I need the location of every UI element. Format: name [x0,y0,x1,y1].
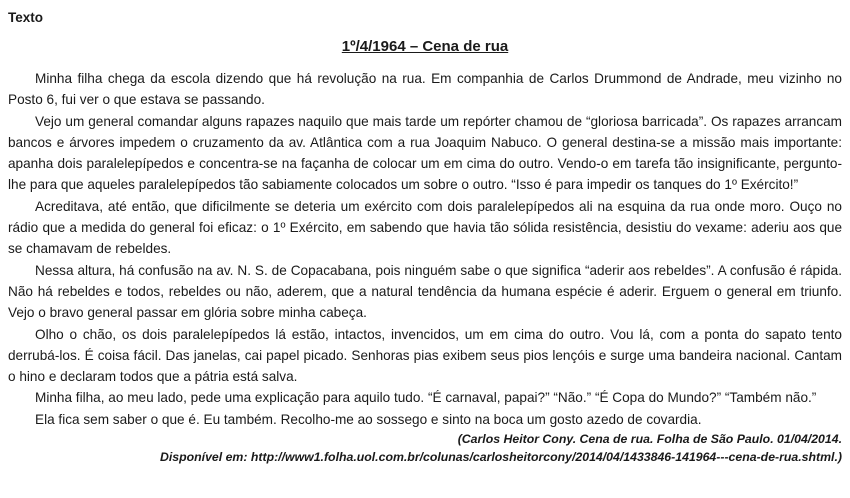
paragraph-3: Acreditava, até então, que dificilmente se deteria um exército com dois paralelepípedos ali na esquina da rua onde moro. Ouço no rádio que a medida do general foi eficaz: o 1º Exército, em sabendo que havia tão sólida resistência, desistiu do vexame: aderiu aos que se chamavam de rebeldes. [8,198,842,257]
paragraph-5: Olho o chão, os dois paralelepípedos lá estão, intactos, invencidos, um em cima do outro. Vou lá, com a ponta do sapato tento derrubá-los. É coisa fácil. Das janelas, cai papel picado. Senhoras pias exibem seus pios lençóis e surge uma bandeira nacional. Cantam o hino e declaram todos que a pátria está salva. [8,326,842,385]
paragraph-2: Vejo um general comandar alguns rapazes naquilo que mais tarde um repórter chamou de “gloriosa barricada”. Os rapazes arrancam bancos e árvores impedem o cruzamento da av. Atlântica com a rua Joaquim Nabuco. O general destina-se a missão mais importante: apanha dois paralelepípedos e concentra-se na façanha de colocar um em cima do outro. Vendo-o em tarefa tão insignificante, pergunto-lhe para que aqueles paralelepípedos tão sabiamente colocados um sobre o outro. “Isso é para impedir os tanques do 1º Exército!” [8,113,842,193]
section-label: Texto [8,10,44,25]
citation [8,431,842,466]
paragraph-6: Minha filha, ao meu lado, pede uma explicação para aquilo tudo. “É carnaval, papai?” “Não.” “É Copa do Mundo?” “Também não.” [35,390,817,406]
citation-source: (Carlos Heitor Cony. Cena de rua. Folha de São Paulo. 01/04/2014. [457,432,842,447]
document-title-text: 1º/4/1964 – Cena de rua [341,38,509,55]
document-title [8,38,842,56]
paragraph-1: Minha filha chega da escola dizendo que há revolução na rua. Em companhia de Carlos Drummond de Andrade, meu vizinho no Posto 6, fui ver o que estava se passando. [8,71,842,108]
paragraph-4: Nessa altura, há confusão na av. N. S. de Copacabana, pois ninguém sabe o que significa “aderir aos rebeldes”. A confusão é rápida. Não há rebeldes e todos, rebeldes ou não, aderem, que a natural tendência da humana espécie é aderir. Erguem o general em triunfo. Vejo o bravo general passar em glória sobre minha cabeça. [8,262,842,321]
paragraph-7: Ela fica sem saber o que é. Eu também. Recolho-me ao sossego e sinto na boca um gosto azedo de covardia. [35,411,702,427]
citation-url: Disponível em: http://www1.folha.uol.com.br/colunas/carlosheitorcony/2014/04/1433846-141964---cena-de-rua.shtml.) [159,449,842,464]
